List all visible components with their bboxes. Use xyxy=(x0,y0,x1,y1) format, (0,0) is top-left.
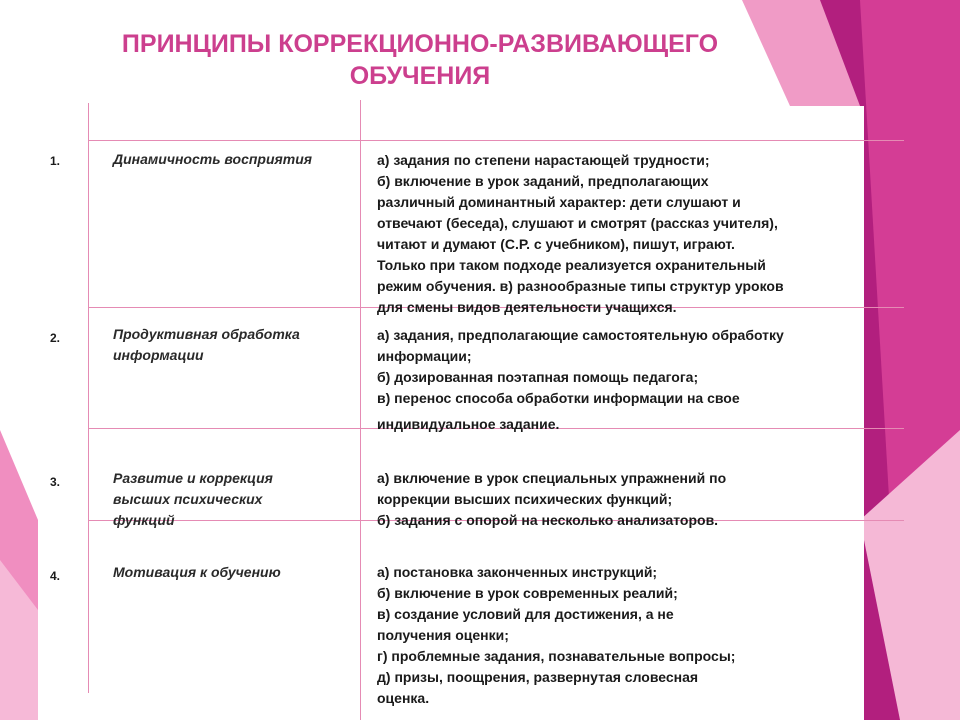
row-4-description-line-6: д) призы, поощрения, развернутая словесная xyxy=(377,669,699,685)
row-4-principle: Мотивация к обучению xyxy=(113,564,281,580)
row-4-description xyxy=(377,562,857,709)
row-1-description-line-3: различный доминантный характер: дети слушают и xyxy=(377,194,741,210)
row-3-description-line-1: а) включение в урок специальных упражнений по xyxy=(377,470,727,486)
row-1-description-line-1: а) задания по степени нарастающей трудности; xyxy=(377,152,710,168)
row-2-number: 2. xyxy=(50,331,61,345)
row-1-description-line-4: отвечают (беседа), слушают и смотрят (рассказ учителя), xyxy=(377,215,778,231)
page-title-line-1: ПРИНЦИПЫ КОРРЕКЦИОННО-РАЗВИВАЮЩЕГО xyxy=(121,30,719,58)
row-1-description-line-2: б) включение в урок заданий, предполагающих xyxy=(377,173,709,189)
right-pink-ribbon-soft xyxy=(860,430,960,720)
row-1-description-line-5: читают и думают (С.Р. с учебником), пишут, играют. xyxy=(377,236,735,252)
row-1-principle: Динамичность восприятия xyxy=(113,151,313,167)
row-3-number: 3. xyxy=(50,475,61,489)
row-3-description-line-3: б) задания с опорой на несколько анализаторов. xyxy=(377,512,719,528)
row-1-description-line-8: для смены видов деятельности учащихся. xyxy=(377,299,677,315)
row-4-description-line-5: г) проблемные задания, познавательные вопросы; xyxy=(377,648,736,664)
row-2-description-line-4: в) перенос способа обработки информации на свое xyxy=(377,390,740,406)
row-2-description-line-2: информации; xyxy=(377,348,472,364)
row-3-description-line-2: коррекции высших психических функций; xyxy=(377,491,673,507)
table-top-border xyxy=(88,140,904,141)
row-2-description-extra-line: индивидуальное задание. xyxy=(377,416,560,432)
row-4-description-line-1: а) постановка законченных инструкций; xyxy=(377,564,658,580)
row-4-number: 4. xyxy=(50,569,61,583)
row-1-number: 1. xyxy=(50,154,61,168)
row-2-description xyxy=(377,325,857,409)
row-4-description-line-3: в) создание условий для достижения, а не xyxy=(377,606,674,622)
table-left-border xyxy=(88,103,89,693)
left-pink-ribbon-light xyxy=(0,560,38,720)
right-pink-ribbon-mid xyxy=(860,0,960,720)
row-2-principle: Продуктивная обработка информации xyxy=(113,326,300,363)
row-4-description-line-7: оценка. xyxy=(377,690,430,706)
table-middle-border xyxy=(360,100,361,720)
row-1-description-line-6: Только при таком подходе реализуется охранительный xyxy=(377,257,766,273)
row-3-principle: Развитие и коррекция высших психических функций xyxy=(113,470,273,528)
row-1-description xyxy=(377,150,857,318)
row-2-description-line-3: б) дозированная поэтапная помощь педагога; xyxy=(377,369,699,385)
page-title-line-2: ОБУЧЕНИЯ xyxy=(349,62,491,90)
row-4-description-line-2: б) включение в урок современных реалий; xyxy=(377,585,678,601)
row-3-description xyxy=(377,468,857,531)
left-pink-ribbon xyxy=(0,430,38,720)
row-2-description-line-1: а) задания, предполагающие самостоятельную обработку xyxy=(377,327,784,343)
row-1-description-line-7: режим обучения. в) разнообразные типы структур уроков xyxy=(377,278,784,294)
row-4-description-line-4: получения оценки; xyxy=(377,627,509,643)
